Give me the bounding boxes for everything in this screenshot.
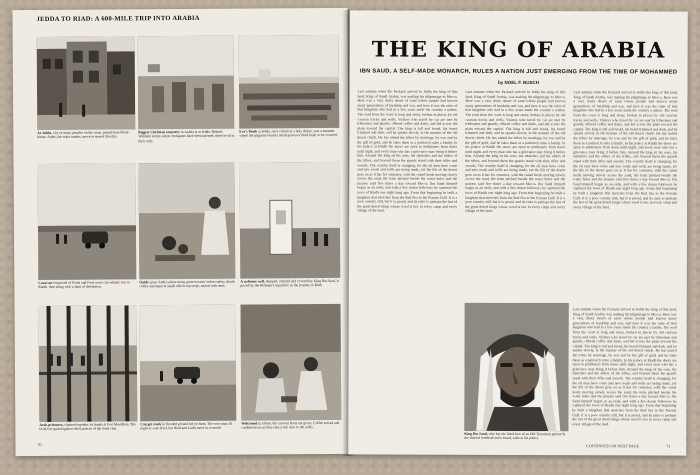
caption-caravan-bold: Caravan — [38, 280, 52, 286]
caption-jedda-street-bold: At Jedda, — [37, 130, 53, 136]
caption-welcomed-jabrin-bold: Welcomed — [241, 421, 258, 426]
right-page — [348, 10, 688, 455]
caption-welcomed-jabrin — [241, 421, 341, 435]
photo-eves-tomb — [239, 35, 340, 129]
left-page — [12, 8, 350, 456]
photo-welcome-well — [240, 162, 341, 279]
photo-jedda-street-image — [37, 36, 136, 130]
caption-welcome-well — [240, 279, 340, 293]
caption-guide-text: (your Arab) whose many protectorates' orders safety, drank coffee and squat at small which trip stops, mixed with tents. — [139, 279, 235, 289]
caption-can-get-stuck-bold: Can get stuck — [140, 422, 162, 427]
left-page-header: JEDDA TO RIAD: A 600-MILE TRIP INTO ARABIA — [36, 14, 200, 24]
caption-jedda-street-text: city of many peoples on the coast, people here blend hither. Arabs, the main traders, move to streets like this. — [37, 130, 129, 140]
caption-guide-bold: Guide — [139, 280, 149, 285]
photo-guide — [139, 163, 236, 280]
article-title: THE KING OF ARABIA — [371, 37, 666, 64]
body-column-2: Last autumn when the Packard arrived in Jedda the king of this land, King of Saudi Arabia, was making his pilgrimage to Mecca. Here was a vast, dusty desert of sand whose people had known many generations of hardship and war, and here it was the ruler of that kingdom who had in a few years made his country a nation. The road from the coast is long and stony, broken in places by old caravan tracks and wells. Visitors who travel by car are met by tribesmen and guards, offered coffee and dates, and led across the plain toward the capital. The king is tall and broad, his beard trimmed and dark, and he speaks slowly, in the manner of the old desert chiefs. He has united the tribes by marriage, by war and by the gift of gold, and he rules them as a patriarch rules a family. In his palace at Riadh the doors are open to petitioners from dawn until night, and every man who has a grievance may bring it before him. Around the king sit his sons, his ministers and the elders of the tribes, and beyond them the guards stand with their rifles and swords. The country itself is changing, for the oil men have come and new roads and wells are being made, yet the life of the desert goes on as it has for centuries, with the camel herds moving slowly across the sand, the tents pitched beside the water holes and the prayers said five times a day toward Mecca. Ibn Saud himself began as an exile, and with a few dozen followers he captured the town of Riadh one night long ago. From that beginning he built a kingdom that stretches from the Red Sea to the Persian Gulf. It is a poor country still, but it is proud, and its ruler is perhaps the last of the great desert kings whose word is law in every camp and every village of the land. — [465, 89, 566, 214]
caption-christian-cemetery — [138, 130, 234, 144]
photo-can-get-stuck-image — [140, 305, 237, 422]
photo-caravan-image — [38, 163, 137, 280]
caption-jedda-street — [37, 130, 135, 144]
caption-welcomed-jabrin-text: in Jabrin, the caravan hosts are given. Coffee served and cardamom tea as they take a rest next to the wells. — [241, 420, 340, 430]
caption-eves-tomb — [239, 129, 339, 143]
caption-caravan-text: composed of Fords and Ford cross city-wheels city to Riadh, then along took a faint of desolation. — [38, 280, 130, 290]
caption-can-get-stuck-text: in flooded ground led on farm. The wise man all night to wait-level, but Riad and Ludis more in to mend. — [140, 421, 232, 431]
portrait-caption-bold: King Ibn Saud, — [464, 431, 488, 436]
continued-footer: CONTINUED ON NEXT PAGE — [586, 443, 640, 449]
caption-christian-cemetery-bold: Biggest Christian cemetery — [138, 130, 180, 135]
caption-caravan — [38, 280, 136, 294]
photo-welcomed-jabrin-image — [241, 304, 342, 421]
portrait-ibn-saud-image — [464, 303, 568, 431]
photo-welcome-well-image — [240, 162, 341, 279]
photo-caravan — [38, 163, 137, 280]
photo-can-get-stuck — [140, 305, 237, 422]
photo-christian-cemetery-image — [138, 36, 235, 130]
body-column-3: Last autumn when the Packard arrived in Jedda the king of this land, King of Saudi Arabia, was making his pilgrimage to Mecca. Here was a vast, dusty desert of sand whose people had known many generations of hardship and war, and here it was the ruler of that kingdom who had in a few years made his country a nation. The road from the coast is long and stony, broken in places by old caravan tracks and wells. Visitors who travel by car are met by tribesmen and guards, offered coffee and dates, and led across the plain toward the capital. The king is tall and broad, his beard trimmed and dark, and he speaks slowly, in the manner of the old desert chiefs. He has united the tribes by marriage, by war and by the gift of gold, and he rules them as a patriarch rules a family. In his palace at Riadh the doors are open to petitioners from dawn until night, and every man who has a grievance may bring it before him. Around the king sit his sons, his ministers and the elders of the tribes, and beyond them the guards stand with their rifles and swords. The country itself is changing, for the oil men have come and new roads and wells are being made, yet the life of the desert goes on as it has for centuries, with the camel herds moving slowly across the sand, the tents pitched beside the water holes and the prayers said five times a day toward Mecca. Ibn Saud himself began as an exile, and with a few dozen followers he captured the town of Riadh one night long ago. From that beginning he built a kingdom that stretches from the Red Sea to the Persian Gulf. It is a poor country still, but it is proud, and its ruler is perhaps the last of the great desert kings whose word is law in every camp and every village of the land. — [573, 90, 678, 210]
right-page-number: 71 — [666, 443, 671, 449]
caption-eves-tomb-bold: Eve's Tomb — [239, 129, 258, 134]
photo-welcomed-jabrin — [241, 304, 342, 421]
caption-arab-prisoners-text: chained together, sit hands at Fort Murabbaa. The local fort guard against rebel princes of the Saud clan. — [39, 422, 136, 432]
article-subtitle: IBN SAUD, A SELF-MADE MONARCH, RULES A NATION JUST EMERGING FROM THE TIME OF MOHAMMED — [359, 68, 678, 76]
photo-christian-cemetery — [138, 36, 235, 130]
portrait-ibn-saud — [464, 303, 568, 431]
caption-welcome-well-text: dumped, resisted and covered by King Ibn Saud, is prized by the Bedouin's sepulchre as the journey to Riad. — [240, 278, 339, 288]
photo-jedda-street — [37, 36, 136, 130]
caption-eves-tomb-text: at Jedda, once closed as a holy shrine, was a moment where the pilgrims found a small prison of dead built, to be covered. — [239, 128, 338, 138]
caption-welcome-well-bold: A welcome well, — [240, 279, 265, 284]
photo-eves-tomb-image — [239, 35, 340, 129]
portrait-caption-text: who has the lined face of an Old Testament patriarch, the shrewd forehead and a beard, rules at his palace. — [464, 431, 566, 441]
body-column-1: Last autumn when the Packard arrived in Jedda the king of this land, King of Saudi Arabia, was making his pilgrimage to Mecca. Here was a vast, dusty desert of sand whose people had known many generations of hardship and war, and here it was the ruler of that kingdom who had in a few years made his country a nation. The road from the coast is long and stony, broken in places by old caravan tracks and wells. Visitors who travel by car are met by tribesmen and guards, offered coffee and dates, and led across the plain toward the capital. The king is tall and broad, his beard trimmed and dark, and he speaks slowly, in the manner of the old desert chiefs. He has united the tribes by marriage, by war and by the gift of gold, and he rules them as a patriarch rules a family. In his palace at Riadh the doors are open to petitioners from dawn until night, and every man who has a grievance may bring it before him. Around the king sit his sons, his ministers and the elders of the tribes, and beyond them the guards stand with their rifles and swords. The country itself is changing, for the oil men have come and new roads and wells are being made, yet the life of the desert goes on as it has for centuries, with the camel herds moving slowly across the sand, the tents pitched beside the water holes and the prayers said five times a day toward Mecca. Ibn Saud himself began as an exile, and with a few dozen followers he captured the town of Riadh one night long ago. From that beginning he built a kingdom that stretches from the Red Sea to the Persian Gulf. It is a poor country still, but it is proud, and its ruler is perhaps the last of the great desert kings whose word is law in every camp and every village of the land. — [357, 89, 458, 213]
article-byline: by NOEL F. BUSCH — [498, 79, 539, 86]
caption-can-get-stuck — [140, 422, 236, 436]
photo-guide-image — [139, 163, 236, 280]
left-page-number: 70 — [37, 441, 42, 448]
portrait-caption — [464, 432, 568, 445]
caption-arab-prisoners-bold: Arab prisoners, — [39, 422, 64, 427]
photo-arab-prisoners — [39, 305, 138, 422]
photo-arab-prisoners-image — [39, 305, 138, 422]
caption-arab-prisoners — [39, 422, 137, 436]
caption-guide — [139, 280, 235, 294]
body-column-4: Last autumn when the Packard arrived in Jedda the king of this land, King of Saudi Arabia, was making his pilgrimage to Mecca. Here was a vast, dusty desert of sand whose people had known many generations of hardship and war, and here it was the ruler of that kingdom who had in a few years made his country a nation. The road from the coast is long and stony, broken in places by old caravan tracks and wells. Visitors who travel by car are met by tribesmen and guards, offered coffee and dates, and led across the plain toward the capital. The king is tall and broad, his beard trimmed and dark, and he speaks slowly, in the manner of the old desert chiefs. He has united the tribes by marriage, by war and by the gift of gold, and he rules them as a patriarch rules a family. In his palace at Riadh the doors are open to petitioners from dawn until night, and every man who has a grievance may bring it before him. Around the king sit his sons, his ministers and the elders of the tribes, and beyond them the guards stand with their rifles and swords. The country itself is changing, for the oil men have come and new roads and wells are being made, yet the life of the desert goes on as it has for centuries, with the camel herds moving slowly across the sand, the tents pitched beside the water holes and the prayers said five times a day toward Mecca. Ibn Saud himself began as an exile, and with a few dozen followers he captured the town of Riadh one night long ago. From that beginning he built a kingdom that stretches from the Red Sea to the Persian Gulf. It is a poor country still, but it is proud, and its ruler is perhaps the last of the great desert kings whose word is law in every camp and every village of the land. — [572, 307, 677, 427]
caption-christian-cemetery-text: in Arabia is at Jedda. Behind, Wahhabi stones where foreigners have been interred, these local in their cells. — [138, 129, 235, 143]
